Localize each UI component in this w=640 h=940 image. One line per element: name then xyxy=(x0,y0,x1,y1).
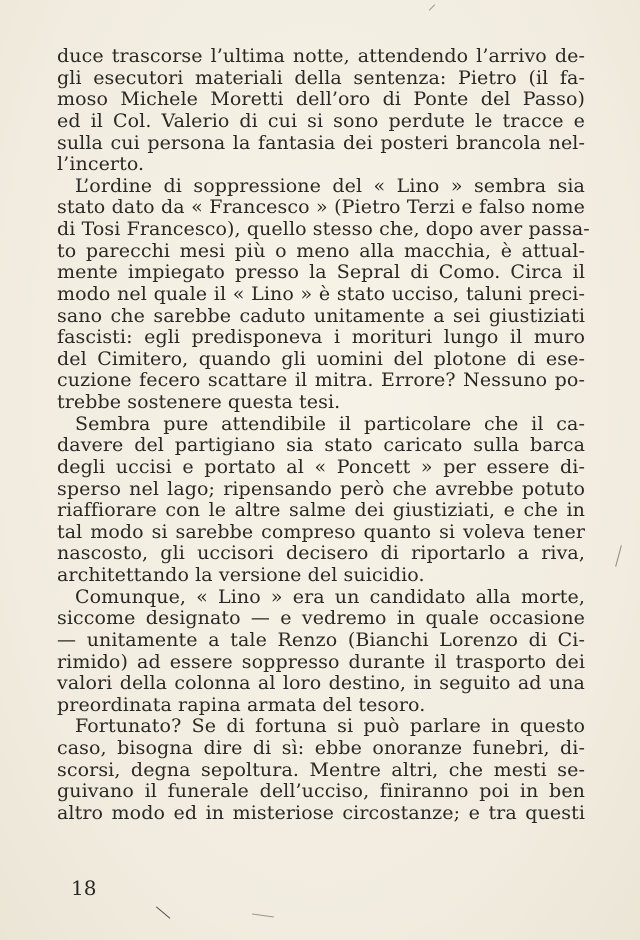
text-line: duce trascorse l’ultima notte, attendendo l’arrivo de- xyxy=(57,45,585,67)
text-line: trebbe sostenere questa tesi. xyxy=(57,391,341,413)
text-line: preordinata rapina armata del tesoro. xyxy=(57,693,426,716)
text-line: siccome designato — e vedremo in quale occasione xyxy=(57,607,585,630)
text-line: fascisti: egli predisponeva i morituri lungo il muro xyxy=(57,326,585,349)
text-line: valori della colonna al loro destino, in seguito ad una xyxy=(57,672,585,695)
text-line: Comunque, « Lino » era un candidato alla morte, xyxy=(75,585,585,608)
scan-mark xyxy=(252,913,274,917)
text-line: caso, bisogna dire di sì: ebbe onoranze funebri, di- xyxy=(57,737,585,759)
body-text xyxy=(57,45,590,825)
text-line: stato dato da « Francesco » (Pietro Terzi e falso nome xyxy=(57,196,585,219)
text-line: Fortunato? Se di fortuna si può parlare in questo xyxy=(75,715,585,738)
text-line: scorsi, degna sepoltura. Mentre altri, che mesti se- xyxy=(57,758,585,781)
text-line: gli esecutori materiali della sentenza: Pietro (il fa- xyxy=(57,66,585,89)
text-line: cuzione fecero scattare il mitra. Errore? Nessuno po- xyxy=(57,369,585,392)
text-line: rimido) ad essere soppresso durante il trasporto dei xyxy=(57,650,585,673)
text-line: guivano il funerale dell’ucciso, finiranno poi in ben xyxy=(57,780,585,803)
text-line: architettando la versione del suicidio. xyxy=(57,564,425,586)
text-line: degli uccisi e portato al « Poncett » per essere di- xyxy=(57,455,585,478)
text-line: modo nel quale il « Lino » è stato ucciso, taluni preci- xyxy=(57,282,585,305)
text-line: to parecchi mesi più o meno alla macchia, è attual- xyxy=(57,239,585,262)
text-line: ed il Col. Valerio di cui si sono perdute le tracce e xyxy=(57,109,585,132)
text-line: moso Michele Moretti dell’oro di Ponte del Passo) xyxy=(57,88,585,111)
text-line: sano che sarebbe caduto unitamente a sei giustiziati xyxy=(57,304,585,327)
text-line: davere del partigiano sia stato caricato sulla barca xyxy=(57,434,585,457)
scan-mark xyxy=(615,545,622,567)
text-line: l’incerto. xyxy=(57,153,145,176)
page-number: 18 xyxy=(71,876,97,900)
scan-mark xyxy=(429,4,435,10)
text-line: sperso nel lago; ripensando però che avrebbe potuto xyxy=(57,477,585,500)
text-line: di Tosi Francesco), quello stesso che, dopo aver passa- xyxy=(57,218,590,240)
text-line: nascosto, gli uccisori decisero di riportarlo a riva, xyxy=(57,542,585,565)
text-line: sulla cui persona la fantasia dei posteri brancola nel- xyxy=(57,131,585,154)
scan-mark xyxy=(156,906,171,919)
text-line: del Cimitero, quando gli uomini del plotone di ese- xyxy=(57,347,585,370)
text-line: tal modo si sarebbe compreso quanto si voleva tener xyxy=(57,520,585,543)
text-line: — unitamente a tale Renzo (Bianchi Lorenzo di Ci- xyxy=(57,628,585,651)
text-line: riaffiorare con le altre salme dei giustiziati, e che in xyxy=(57,499,585,522)
text-line: Sembra pure attendibile il particolare che il ca- xyxy=(75,412,585,435)
text-line: mente impiegato presso la Sepral di Como. Circa il xyxy=(57,261,585,284)
text-line: L’ordine di soppressione del « Lino » sembra sia xyxy=(75,174,585,197)
text-line: altro modo ed in misteriose circostanze; e tra questi xyxy=(57,801,585,824)
